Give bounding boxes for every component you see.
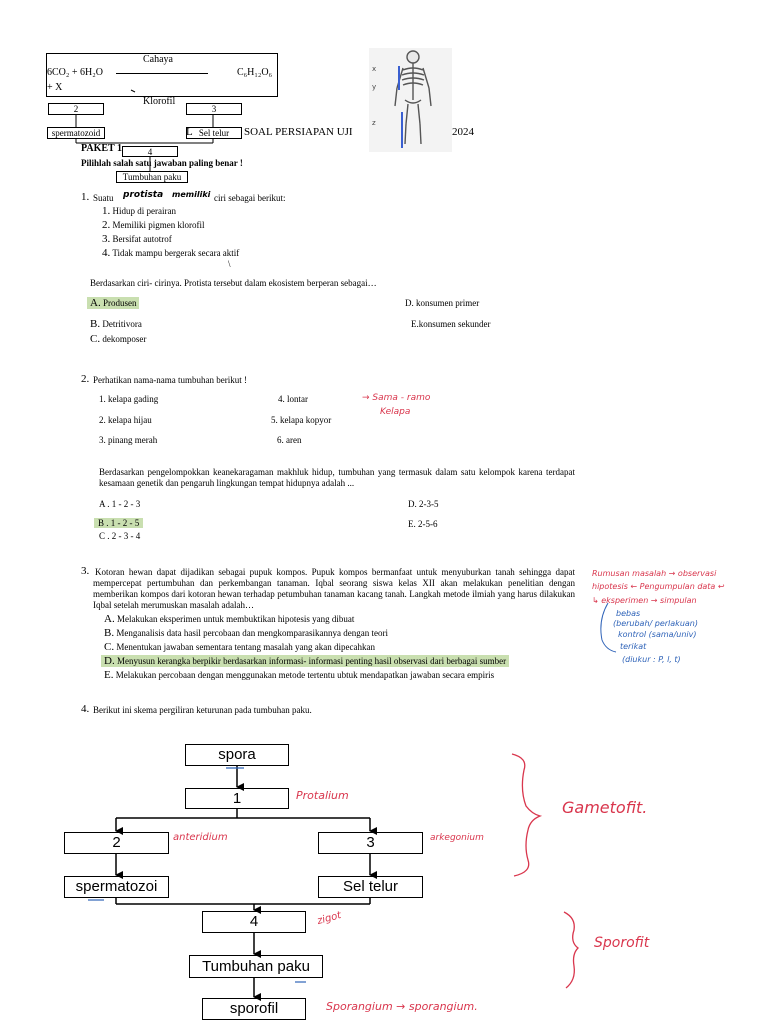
svg-text:x: x bbox=[372, 65, 377, 73]
q2-item-2: 2. kelapa hijau bbox=[99, 415, 152, 425]
top-sel-telur-box: Sel telur bbox=[186, 127, 242, 139]
q2-item-3: 3. pinang merah bbox=[99, 435, 158, 445]
q2-option-d[interactable]: D. 2-3-5 bbox=[408, 499, 439, 509]
q2-option-b[interactable]: B . 1 - 2 - 5 bbox=[94, 518, 143, 528]
q4-box-tumbuhan-paku: Tumbuhan paku bbox=[189, 955, 323, 978]
q3-note-line3: ↳ eksperimen → simpulan bbox=[592, 596, 697, 605]
q3-option-a[interactable]: A. Melakukan eksperimen untuk membuktikan hipotesis yang dibuat bbox=[104, 613, 355, 625]
q1-question: Berdasarkan ciri- cirinya. Protista tersebut dalam ekosistem berperan sebagai… bbox=[90, 278, 377, 288]
q4-hand-protalium: Protalium bbox=[296, 789, 349, 802]
q3-note-blue2: (berubah/ perlakuan) bbox=[613, 619, 698, 628]
top-box-2: 2 bbox=[48, 103, 104, 115]
top-box-4: 4 bbox=[122, 146, 178, 157]
cahaya-label: Cahaya bbox=[143, 54, 173, 65]
q4-hand-zigot: zigot bbox=[315, 910, 343, 927]
q4-hand-arkegonium: arkegonium bbox=[430, 833, 484, 843]
q3-note-line1: Rumusan masalah → observasi bbox=[592, 569, 717, 578]
q1-hand-protista: protista bbox=[123, 190, 164, 200]
q2-hand-note-2: Kelapa bbox=[380, 407, 411, 417]
q4-box-spora: spora bbox=[185, 744, 289, 766]
svg-text:y: y bbox=[372, 83, 377, 91]
q1-stray-mark: \ bbox=[228, 259, 231, 269]
q1-item-1: 1. Hidup di perairan bbox=[102, 205, 176, 217]
svg-text:z: z bbox=[372, 119, 376, 127]
q2-item-5: 5. kelapa kopyor bbox=[271, 415, 332, 425]
q1-item-3: 3. Bersifat autotrof bbox=[102, 233, 172, 245]
product-label: C₆H₁₂O₆ bbox=[237, 67, 273, 78]
q1-item-2: 2. Memiliki pigmen klorofil bbox=[102, 219, 205, 231]
q2-hand-note-1: → Sama - ramo bbox=[362, 393, 431, 403]
q1-hand-memiliki: memiliki bbox=[172, 190, 211, 199]
q1-option-a[interactable]: A. Produsen bbox=[87, 297, 139, 309]
q3-option-d[interactable]: D. Menyusun kerangka berpikir berdasarkan informasi- informasi penting hasil observasi dari berbagai sumber bbox=[101, 655, 509, 667]
q2-item-6: 6. aren bbox=[277, 435, 302, 445]
top-spermatozoid-box: spermatozoid bbox=[47, 127, 105, 139]
klorofil-label: Klorofil bbox=[143, 96, 176, 107]
q2-number: 2. bbox=[81, 373, 90, 385]
q4-box-4: 4 bbox=[202, 911, 306, 933]
q3-stem: Kotoran hewan dapat dijadikan sebagai pupuk kompos. Pupuk kompos bermanfaat untuk menyuburkan tanah sehingga dapat mempercepat pertumbuhan dan perkembangan tanaman. Iqbal seorang siswa kelas XII akan melakukan penelitian dengan memberikan kompos dari kotoran hewan terhadap petumbuhan tanaman kacang tanah. Langkah metode ilmiah yang harus dilakukan Iqbal setelah merumuskan masalah adalah… bbox=[93, 567, 575, 610]
q1-option-d[interactable]: D. konsumen primer bbox=[405, 298, 480, 308]
q2-option-a[interactable]: A . 1 - 2 - 3 bbox=[99, 499, 141, 509]
q3-option-b[interactable]: B. Menganalisis data hasil percobaan dan mengkomparasikannya dengan teori bbox=[104, 627, 389, 639]
q1-item-4: 4. Tidak mampu bergerak secara aktif bbox=[102, 247, 240, 259]
title-year: 2024 bbox=[452, 126, 474, 138]
q4-hand-sporofit: Sporofit bbox=[594, 935, 650, 951]
q1-option-b[interactable]: B. Detritivora bbox=[90, 318, 142, 330]
q1-number: 1. bbox=[81, 191, 90, 203]
q2-item-1: 1. kelapa gading bbox=[99, 394, 159, 404]
q3-option-c[interactable]: C. Menentukan jawaban sementara tentang masalah yang akan dipecahkan bbox=[104, 641, 375, 653]
q4-box-1: 1 bbox=[185, 788, 289, 809]
q1-option-c[interactable]: C. dekomposer bbox=[90, 333, 147, 345]
q1-option-e[interactable]: E.konsumen sekunder bbox=[411, 319, 491, 329]
q3-note-blue4: terikat bbox=[620, 642, 647, 651]
q2-option-c[interactable]: C . 2 - 3 - 4 bbox=[99, 531, 141, 541]
q3-note-blue1: bebas bbox=[616, 609, 641, 618]
q4-hand-anteridium: anteridium bbox=[173, 832, 228, 843]
paket-label: PAKET 1 bbox=[81, 143, 123, 154]
title-text: SOAL PERSIAPAN UJI bbox=[244, 126, 353, 138]
q3-option-e[interactable]: E. Melakukan percobaan dengan menggunakan metode tertentu ubtuk mendapatkan jawaban secara empiris bbox=[104, 669, 495, 681]
q4-number: 4. bbox=[81, 703, 90, 715]
q2-option-e[interactable]: E. 2-5-6 bbox=[408, 519, 438, 529]
q1-stem-start: Suatu bbox=[93, 193, 114, 203]
top-tumbuhan-paku-box: Tumbuhan paku bbox=[116, 171, 188, 183]
q2-stem: Perhatikan nama-nama tumbuhan berikut ! bbox=[93, 375, 247, 385]
q4-box-sporofil: sporofil bbox=[202, 998, 306, 1020]
reactants-label: 6CO₂ + 6H₂O bbox=[47, 67, 103, 78]
q2-question: Berdasarkan pengelompokkan keanekaragaman makhluk hidup, tumbuhan yang termasuk dalam satu kelompok karena terdapat kesamaan genetik dan pengaruh lingkungan tempat hidupnya adalah ... bbox=[99, 467, 575, 488]
instruction-text: Pilihlah salah satu jawaban paling benar ! bbox=[81, 158, 243, 168]
q1-stem-end: ciri sebagai berikut: bbox=[214, 193, 286, 203]
top-box-3: 3 bbox=[186, 103, 242, 115]
q4-box-spermatozoid: spermatozoi bbox=[64, 876, 169, 898]
q4-box-sel-telur: Sel telur bbox=[318, 876, 423, 898]
q3-number: 3. bbox=[81, 565, 90, 577]
title-initial: L bbox=[186, 126, 193, 138]
q3-note-line2: hipotesis ← Pengumpulan data ↩ bbox=[592, 582, 725, 591]
q4-box-2: 2 bbox=[64, 832, 169, 854]
q4-box-3: 3 bbox=[318, 832, 423, 854]
q4-hand-sporangium: Sporangium → sporangium. bbox=[326, 1000, 478, 1013]
q3-note-blue3: kontrol (sama/univ) bbox=[618, 630, 697, 639]
q3-note-blue5: (diukur : P, l, t) bbox=[622, 655, 681, 664]
q2-item-4: 4. lontar bbox=[278, 394, 308, 404]
plus-x-label: + X bbox=[47, 82, 63, 93]
q4-hand-gametofit: Gametofit. bbox=[562, 798, 648, 817]
q4-stem: Berikut ini skema pergiliran keturunan pada tumbuhan paku. bbox=[93, 705, 312, 715]
